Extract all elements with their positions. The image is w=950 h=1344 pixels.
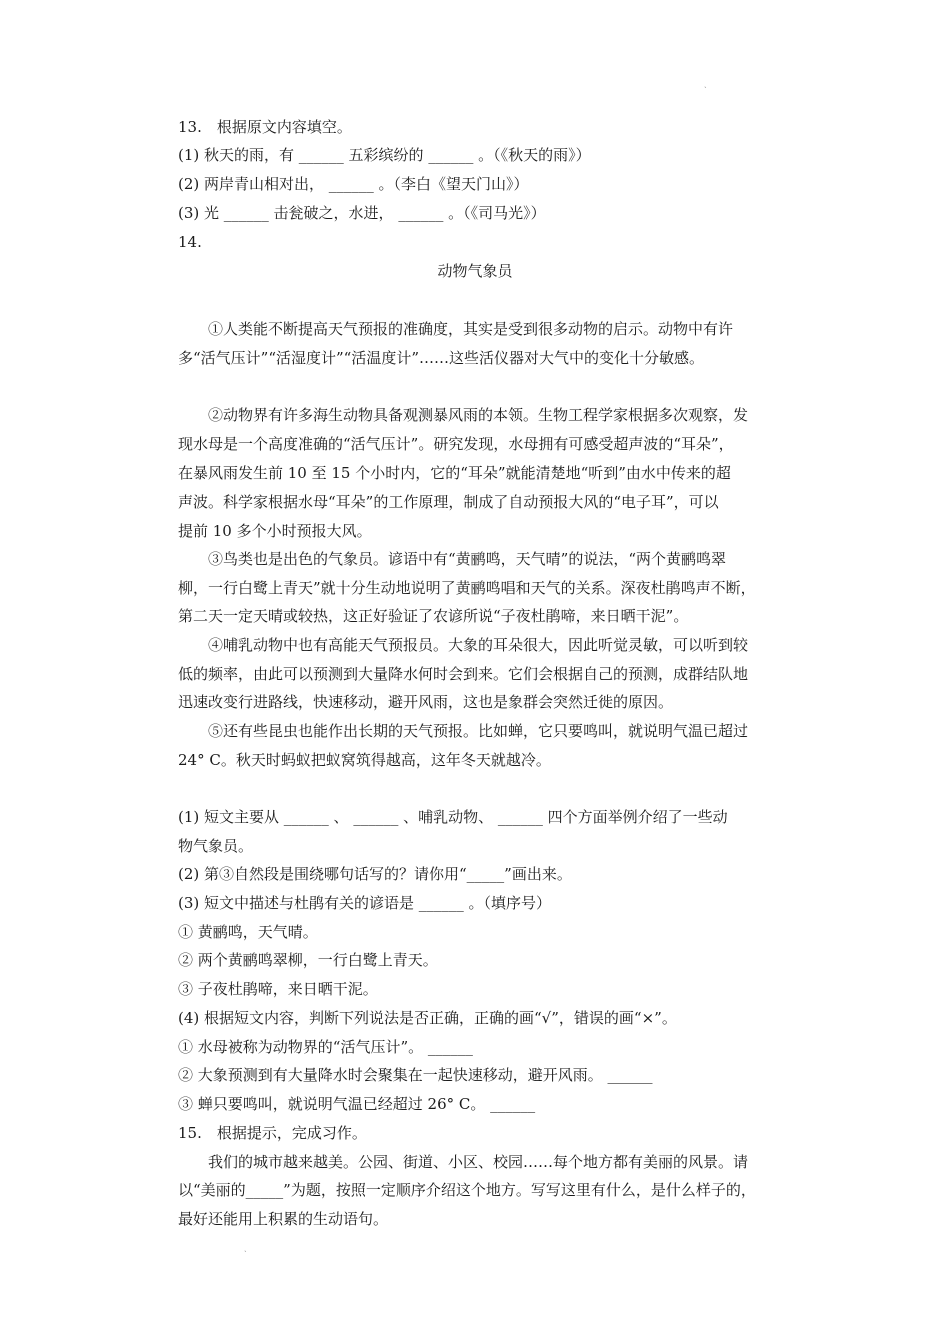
q14-question-1-cont: 物气象员。 bbox=[178, 837, 254, 855]
passage-line: ③鸟类也是出色的气象员。谚语中有“黄鹂鸣，天气晴”的说法，“两个黄鹂鸣翠 bbox=[178, 550, 727, 568]
passage-line: 多“活气压计”“活湿度计”“活温度计”……这些活仪器对大气中的变化十分敏感。 bbox=[178, 349, 705, 367]
q13-item-2: (2) 两岸青山相对出， ______ 。（李白《望天门山》） bbox=[178, 175, 529, 193]
passage-line: 第二天一定天晴或较热，这正好验证了农谚所说“子夜杜鹃啼，来日晒干泥”。 bbox=[178, 607, 689, 625]
q14-number: 14. bbox=[178, 233, 202, 251]
passage-title: 动物气象员 bbox=[437, 262, 513, 280]
passage-line: ②动物界有许多海生动物具备观测暴风雨的本领。生物工程学家根据多次观察，发 bbox=[178, 406, 749, 424]
passage-line: 迅速改变行进路线，快速移动，避开风雨，这也是象群会突然迁徙的原因。 bbox=[178, 693, 674, 711]
q15-line: 我们的城市越来越美。公园、街道、小区、校园……每个地方都有美丽的风景。请 bbox=[178, 1153, 749, 1171]
q14-judgement: ③ 蝉只要鸣叫，就说明气温已经超过 26° C。 ______ bbox=[178, 1095, 536, 1113]
q14-question-3: (3) 短文中描述与杜鹃有关的谚语是 ______ 。（填序号） bbox=[178, 894, 552, 912]
scan-mark-top: ˴ bbox=[704, 82, 707, 91]
passage-line: 在暴风雨发生前 10 至 15 个小时内，它的“耳朵”就能清楚地“听到”由水中传来的超 bbox=[178, 464, 731, 482]
q14-option: ① 黄鹂鸣，天气晴。 bbox=[178, 923, 318, 941]
q13-header: 13. 根据原文内容填空。 bbox=[178, 118, 352, 136]
passage-line: ⑤还有些昆虫也能作出长期的天气预报。比如蝉，它只要鸣叫，就说明气温已超过 bbox=[178, 722, 749, 740]
q14-question-1: (1) 短文主要从 ______ 、 ______ 、哺乳动物、 ______ 四个方面举例介绍了一些动 bbox=[178, 808, 728, 826]
q15-header: 15. 根据提示，完成习作。 bbox=[178, 1124, 367, 1142]
q14-question-2: (2) 第③自然段是围绕哪句话写的？请你用“_____”画出来。 bbox=[178, 865, 572, 883]
passage-line: ①人类能不断提高天气预报的准确度，其实是受到很多动物的启示。动物中有许 bbox=[178, 320, 734, 338]
scan-mark-bottom: ˴ bbox=[244, 1246, 247, 1255]
passage-line: 柳，一行白鹭上青天”就十分生动地说明了黄鹂鸣唱和天气的关系。深夜杜鹃鸣声不断， bbox=[178, 579, 756, 597]
passage-line: 低的频率，由此可以预测到大量降水何时会到来。它们会根据自己的预测，成群结队地 bbox=[178, 665, 749, 683]
passage-line: 提前 10 多个小时预报大风。 bbox=[178, 522, 372, 540]
q15-line: 最好还能用上积累的生动语句。 bbox=[178, 1210, 389, 1228]
q14-judgement: ② 大象预测到有大量降水时会聚集在一起快速移动，避开风雨。 ______ bbox=[178, 1066, 653, 1084]
q13-item-1: (1) 秋天的雨，有 ______ 五彩缤纷的 ______ 。（《秋天的雨》） bbox=[178, 146, 591, 164]
q15-line: 以“美丽的_____”为题，按照一定顺序介绍这个地方。写写这里有什么，是什么样子的， bbox=[178, 1181, 756, 1199]
q14-option: ③ 子夜杜鹃啼，来日晒干泥。 bbox=[178, 980, 378, 998]
passage-line: ④哺乳动物中也有高能天气预报员。大象的耳朵很大，因此听觉灵敏，可以听到较 bbox=[178, 636, 749, 654]
passage-line: 24° C。秋天时蚂蚁把蚁窝筑得越高，这年冬天就越冷。 bbox=[178, 751, 551, 769]
passage-line: 现水母是一个高度准确的“活气压计”。研究发现，水母拥有可感受超声波的“耳朵”， bbox=[178, 435, 734, 453]
passage-line: 声波。科学家根据水母“耳朵”的工作原理，制成了自动预报大风的“电子耳”，可以 bbox=[178, 493, 719, 511]
q14-option: ② 两个黄鹂鸣翠柳，一行白鹭上青天。 bbox=[178, 951, 438, 969]
q14-question-4: (4) 根据短文内容，判断下列说法是否正确，正确的画“√”，错误的画“×”。 bbox=[178, 1009, 677, 1027]
q14-judgement: ① 水母被称为动物界的“活气压计”。 ______ bbox=[178, 1038, 473, 1056]
q13-item-3: (3) 光 ______ 击瓮破之，水进， ______ 。（《司马光》） bbox=[178, 204, 546, 222]
